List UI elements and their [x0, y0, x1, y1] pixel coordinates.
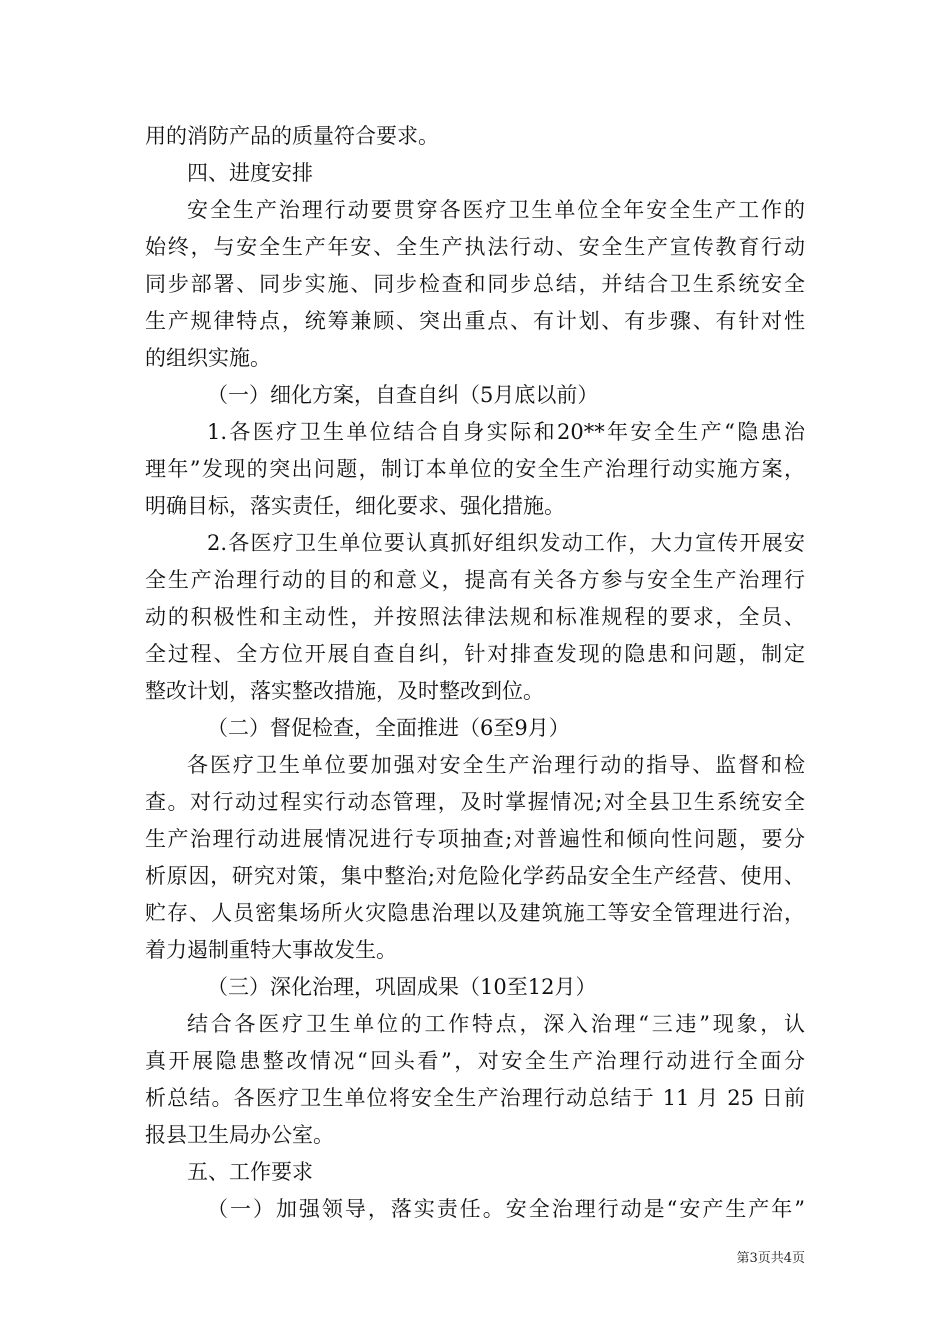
text-line: 真开展隐患整改情况“回头看”，对安全生产治理行动进行全面分 — [145, 1049, 805, 1073]
text-line: 生产治理行动进展情况进行专项抽查;对普遍性和倾向性问题，要分 — [145, 827, 805, 851]
text-line: 全生产治理行动的目的和意义，提高有关各方参与安全生产治理行 — [145, 568, 805, 592]
text-line: 同步部署、同步实施、同步检查和同步总结，并结合卫生系统安全 — [145, 272, 805, 296]
text-line: 各医疗卫生单位要加强对安全生产治理行动的指导、监督和检 — [187, 753, 805, 777]
text-line: 用的消防产品的质量符合要求。 — [145, 124, 439, 148]
text-line: 贮存、人员密集场所火灾隐患治理以及建筑施工等安全管理进行治， — [145, 901, 805, 925]
text-line: 全过程、全方位开展自查自纠，针对排查发现的隐患和问题，制定 — [145, 642, 805, 666]
text-line: （三）深化治理，巩固成果（10至12月） — [207, 975, 597, 999]
text-line: 动的积极性和主动性，并按照法律法规和标准规程的要求，全员、 — [145, 605, 805, 629]
text-line: 四、进度安排 — [187, 161, 313, 185]
text-line: （二）督促检查，全面推进（6至9月） — [207, 716, 570, 740]
document-body — [145, 118, 805, 1228]
text-line: （一）细化方案，自查自纠（5月底以前） — [207, 383, 599, 407]
text-line: 理年”发现的突出问题，制订本单位的安全生产治理行动实施方案， — [145, 457, 805, 481]
text-line: 析总结。各医疗卫生单位将安全生产治理行动总结于 11 月 25 日前 — [145, 1086, 805, 1110]
text-line: 2.各医疗卫生单位要认真抓好组织发动工作，大力宣传开展安 — [207, 531, 805, 555]
text-line: 安全生产治理行动要贯穿各医疗卫生单位全年安全生产工作的 — [187, 198, 805, 222]
text-line: 整改计划，落实整改措施，及时整改到位。 — [145, 679, 544, 703]
text-line: 始终，与安全生产年安、全生产执法行动、安全生产宣传教育行动 — [145, 235, 805, 259]
text-line: 的组织实施。 — [145, 346, 271, 370]
text-line: 报县卫生局办公室。 — [145, 1123, 334, 1147]
text-line: （一）加强领导，落实责任。安全治理行动是“安产生产年” — [207, 1197, 805, 1221]
text-line: 结合各医疗卫生单位的工作特点，深入治理“三违”现象，认 — [187, 1012, 805, 1036]
text-line: 查。对行动过程实行动态管理，及时掌握情况;对全县卫生系统安全 — [145, 790, 805, 814]
text-line: 五、工作要求 — [187, 1160, 313, 1184]
text-line: 着力遏制重特大事故发生。 — [145, 938, 397, 962]
page-number: 第3页共4页 — [736, 1251, 805, 1266]
text-line: 生产规律特点，统筹兼顾、突出重点、有计划、有步骤、有针对性 — [145, 309, 805, 333]
text-line: 1.各医疗卫生单位结合自身实际和20**年安全生产“隐患治 — [207, 420, 805, 444]
text-line: 析原因，研究对策，集中整治;对危险化学药品安全生产经营、使用、 — [145, 864, 805, 888]
text-line: 明确目标，落实责任，细化要求、强化措施。 — [145, 494, 565, 518]
